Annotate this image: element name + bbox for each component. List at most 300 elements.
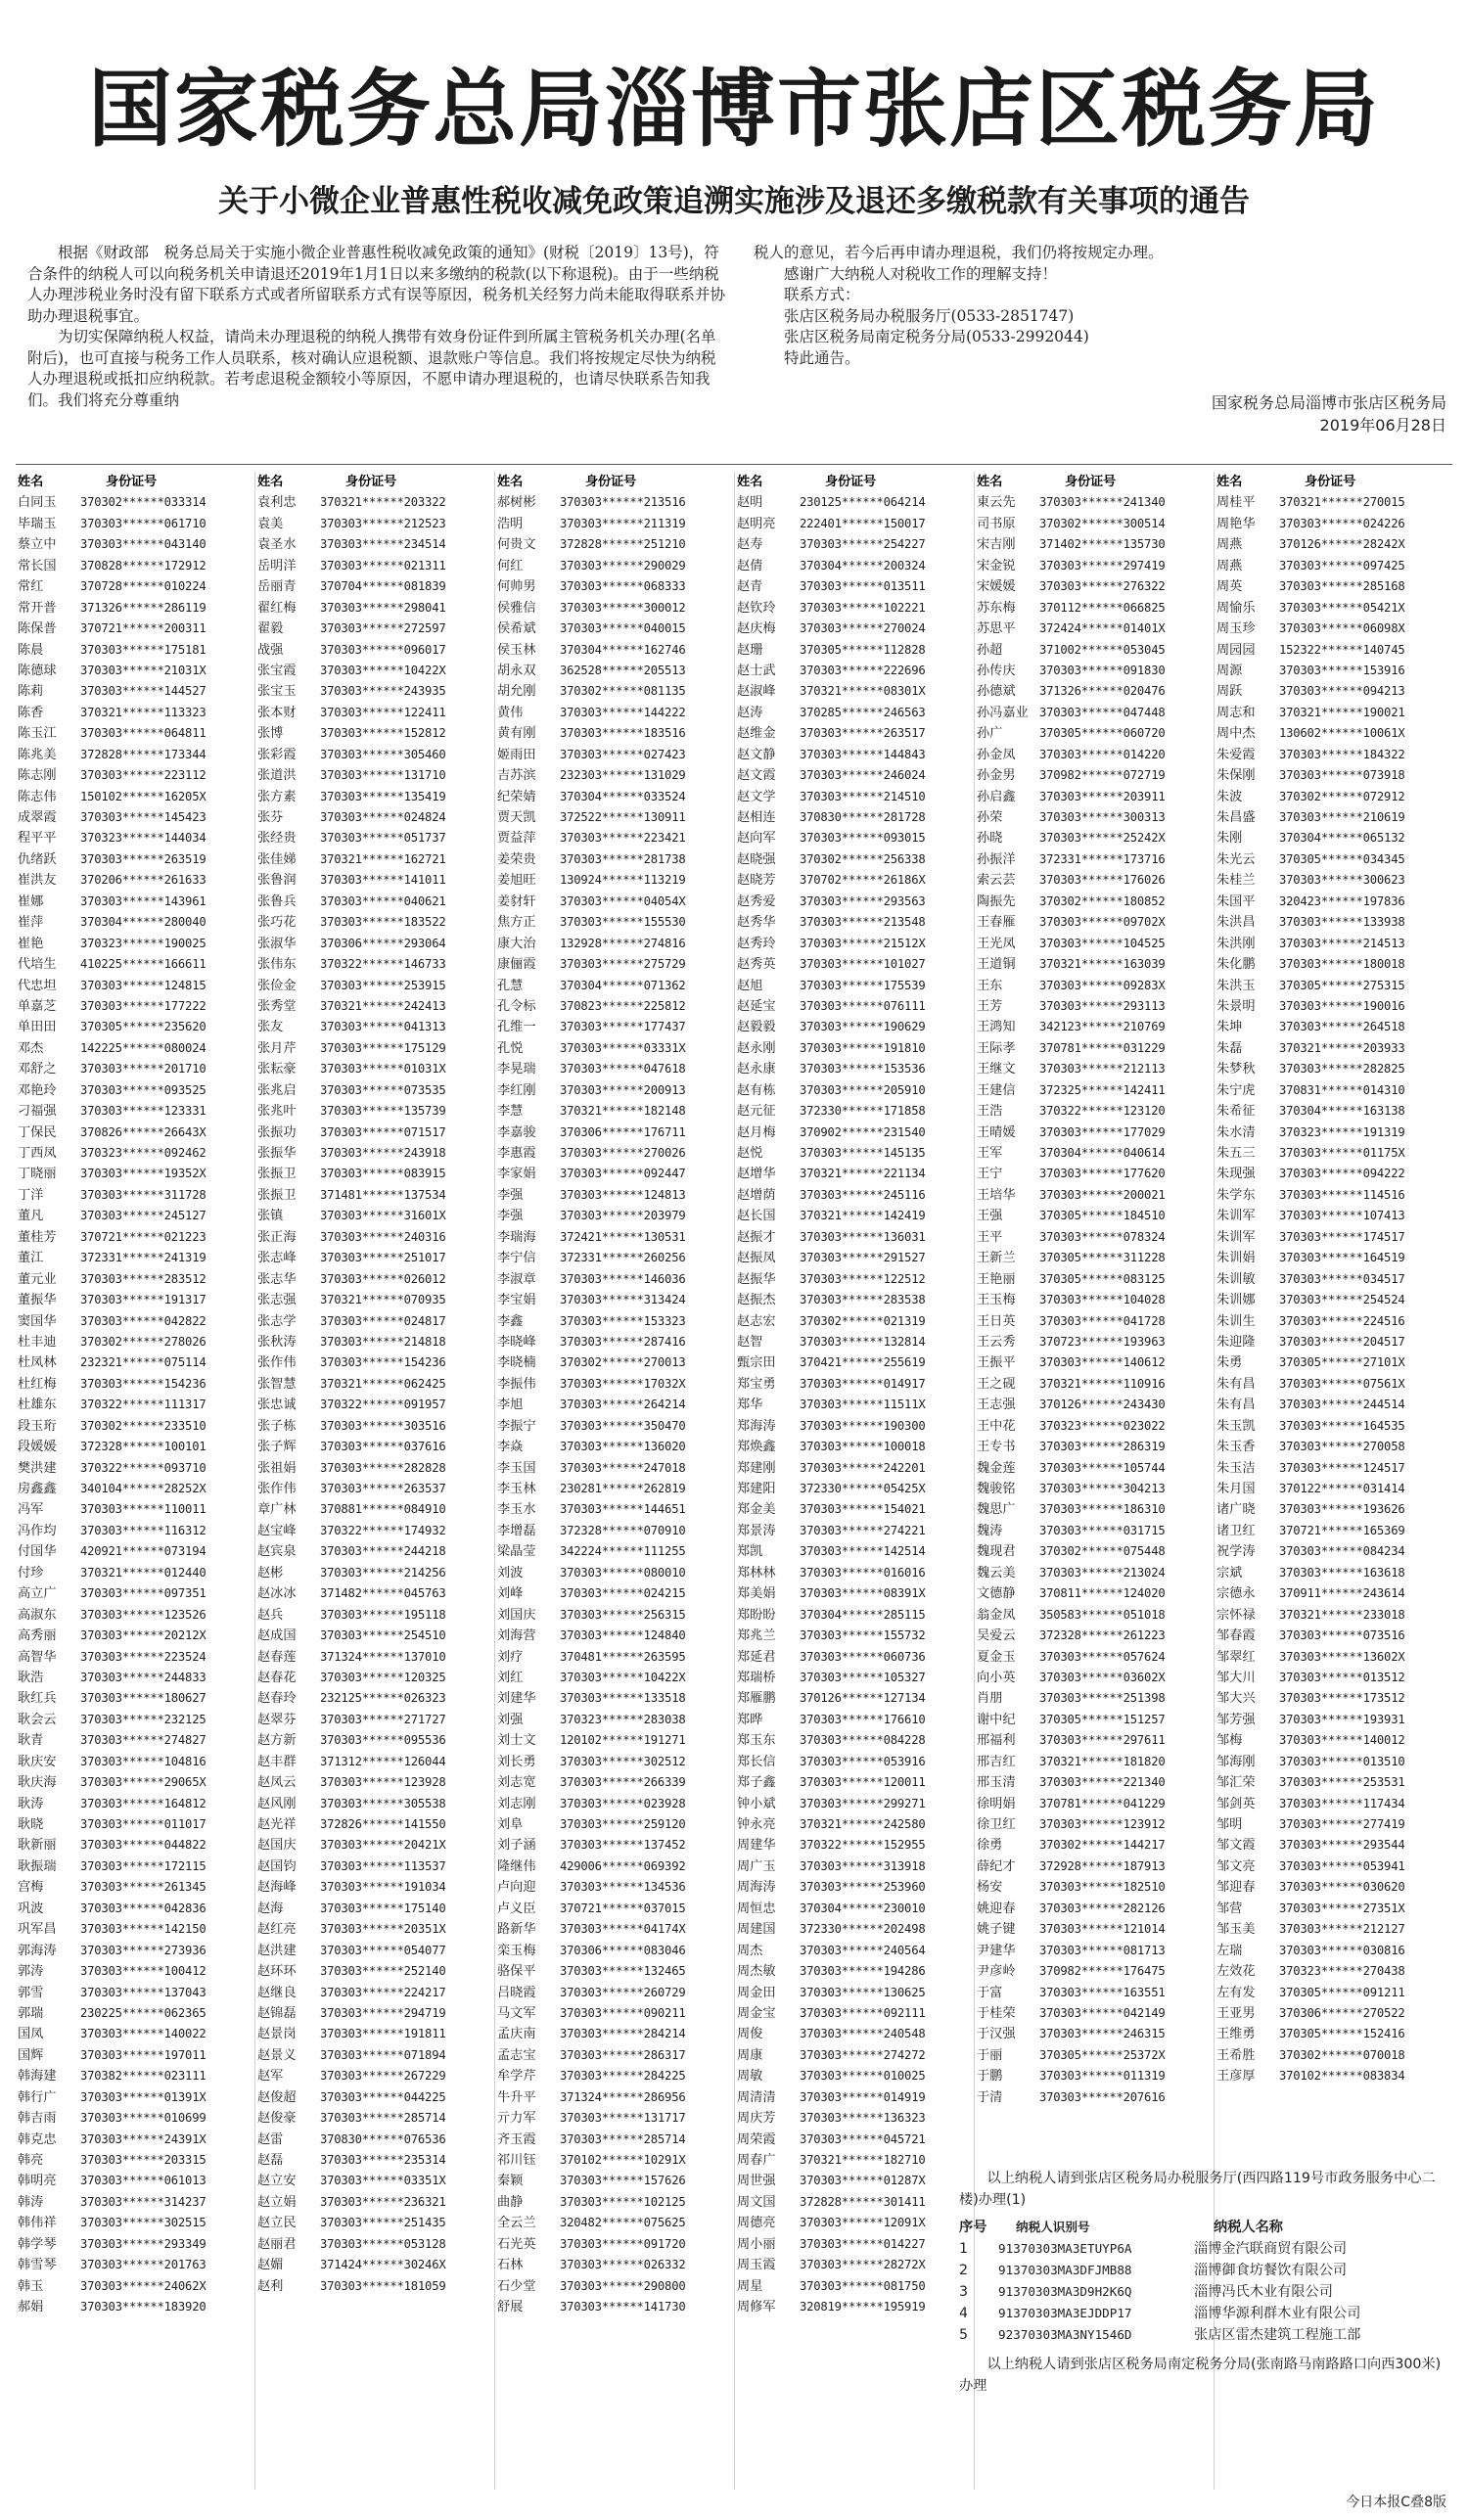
table-row [735, 619, 974, 639]
table-row [255, 870, 494, 891]
taxpayer-id: 370303******130625 [800, 1985, 926, 1999]
taxpayer-id: 370302******070018 [1279, 2047, 1405, 2062]
table-row [495, 576, 734, 597]
taxpayer-id: 370303******274221 [800, 1523, 926, 1537]
table-row [975, 1437, 1214, 1457]
taxpayer-id: 370303******254227 [800, 537, 926, 552]
table-row [735, 1206, 974, 1226]
taxpayer-name: 孔慧 [497, 978, 524, 993]
table-row [735, 1772, 974, 1793]
taxpayer-name: 郭涛 [18, 1964, 44, 1980]
taxpayer-name: 孙荣 [977, 810, 1003, 825]
table-row [975, 765, 1214, 786]
taxpayer-name: 孙晓 [977, 831, 1003, 847]
taxpayer-name: 岳明洋 [257, 558, 297, 573]
table-row [16, 1794, 254, 1814]
taxpayer-name: 赵志宏 [737, 1313, 776, 1329]
taxpayer-id: 342123******210769 [1039, 1020, 1166, 1034]
header-id: 身份证号 [585, 475, 636, 489]
taxpayer-id: 370303******223421 [560, 831, 686, 846]
taxpayer-id: 370303******181059 [320, 2278, 446, 2293]
taxpayer-id: 370303******274827 [80, 1733, 206, 1748]
table-row [735, 2003, 974, 2024]
taxpayer-name: 亓力军 [497, 2111, 536, 2127]
taxpayer-name: 周海涛 [737, 1880, 776, 1896]
table-row [16, 534, 254, 555]
table-row [735, 807, 974, 828]
taxpayer-name: 张作伟 [257, 1482, 297, 1496]
company-note-bottom: 以上纳税人请到张店区税务局南定税务分局(张南路马南路路口向西300米)办理 [959, 2357, 1442, 2394]
header-name: 姓名 [257, 475, 284, 489]
table-row [735, 681, 974, 702]
taxpayer-id: 370303******180018 [1279, 957, 1405, 972]
table-row [1215, 619, 1453, 639]
taxpayer-id: 372330******171858 [800, 1104, 926, 1119]
taxpayer-name: 蔡立中 [18, 537, 57, 553]
table-row [16, 1688, 254, 1709]
taxpayer-id: 370303******092111 [800, 2005, 926, 2020]
taxpayer-name: 郑凯 [737, 1544, 763, 1560]
table-row [495, 1983, 734, 2003]
taxpayer-name: 刘海营 [497, 1628, 536, 1644]
table-row [735, 1626, 974, 1646]
taxpayer-id: 370303******24391X [80, 2131, 206, 2146]
taxpayer-name: 朱希征 [1216, 1104, 1256, 1120]
taxpayer-id: 370303******183522 [320, 915, 446, 930]
taxpayer-id: 370303******101027 [800, 957, 926, 972]
taxpayer-id: 370303******273936 [80, 1943, 206, 1957]
taxpayer-id: 370421******255619 [800, 1355, 926, 1370]
table-row [975, 1605, 1214, 1626]
taxpayer-name: 李振宁 [497, 1418, 536, 1434]
taxpayer-name: 仇绪跃 [18, 851, 57, 867]
taxpayer-id: 370303******246024 [800, 768, 926, 783]
taxpayer-id: 370303******05421X [1279, 600, 1405, 615]
taxpayer-name: 赵海 [257, 1901, 284, 1916]
taxpayer-id: 370303******090211 [560, 2005, 686, 2020]
table-row [735, 1458, 974, 1479]
taxpayer-id: 370303******104525 [1039, 936, 1166, 950]
taxpayer-id: 370303******154236 [320, 1355, 446, 1370]
taxpayer-name: 耿庆海 [18, 1775, 57, 1791]
table-row [16, 1983, 254, 2003]
table-row [975, 1164, 1214, 1184]
taxpayer-name: 吴爱云 [977, 1628, 1016, 1644]
table-row [975, 1017, 1214, 1037]
table-row [1215, 1626, 1453, 1646]
taxpayer-name: 赵春玲 [257, 1691, 297, 1707]
taxpayer-name: 孙广 [977, 726, 1003, 742]
taxpayer-id: 370303******204517 [1279, 1334, 1405, 1349]
taxpayer-name: 祝学涛 [1216, 1544, 1256, 1560]
taxpayer-name: 周燕 [1216, 537, 1243, 553]
taxpayer-name: 张志峰 [257, 1251, 297, 1266]
table-row [495, 870, 734, 891]
taxpayer-name: 王强 [977, 1209, 1003, 1224]
taxpayer-name: 赵成国 [257, 1628, 297, 1644]
table-row [16, 807, 254, 828]
taxpayer-id: 370303******140012 [1279, 1733, 1405, 1748]
taxpayer-name: 李强 [497, 1187, 524, 1203]
table-row [975, 1583, 1214, 1604]
taxpayer-id: 370306******270522 [1279, 2005, 1405, 2020]
taxpayer-id: 370303******081713 [1039, 1943, 1166, 1957]
table-row [495, 2087, 734, 2108]
taxpayer-id: 370304******065132 [1279, 831, 1405, 846]
table-row [16, 1374, 254, 1395]
taxpayer-name: 郑雁鹏 [737, 1691, 776, 1707]
taxpayer-id: 370303******145423 [80, 810, 206, 824]
taxpayer-id: 370302******278026 [80, 1334, 206, 1349]
taxpayer-id: 370303******021311 [320, 558, 446, 573]
taxpayer-id: 372522******130911 [560, 810, 686, 824]
taxpayer-id: 370206******261633 [80, 873, 206, 888]
taxpayer-id: 370303******214510 [800, 789, 926, 803]
taxpayer-id: 371326******286119 [80, 600, 206, 615]
taxpayer-id: 370303******013510 [1279, 1754, 1405, 1768]
taxpayer-id: 370322******093710 [80, 1460, 206, 1475]
table-row [255, 1059, 494, 1079]
taxpayer-id: 372331******241319 [80, 1251, 206, 1265]
taxpayer-id: 370303******155732 [800, 1628, 926, 1643]
taxpayer-name: 张俭金 [257, 978, 297, 993]
signature [1212, 391, 1446, 436]
taxpayer-id: 370303******21031X [80, 663, 206, 677]
table-row [495, 1730, 734, 1751]
table-row [255, 1080, 494, 1101]
taxpayer-name: 朱现强 [1216, 1167, 1256, 1182]
table-row [16, 640, 254, 661]
table-row [975, 934, 1214, 954]
taxpayer-name: 郑建阳 [737, 1482, 776, 1496]
taxpayer-name: 国辉 [18, 2047, 44, 2063]
taxpayer-id: 370303******122512 [800, 1271, 926, 1286]
notice-line: 感谢广大纳税人对税收工作的理解支持！ [784, 264, 1058, 283]
table-row [735, 1479, 974, 1499]
taxpayer-name: 赵旭 [737, 978, 763, 993]
taxpayer-name: 王际孝 [977, 1040, 1016, 1056]
table-row [735, 1038, 974, 1059]
taxpayer-id: 370321******142419 [800, 1209, 926, 1223]
taxpayer-id: 370303******194286 [800, 1964, 926, 1979]
taxpayer-name: 王芳 [977, 998, 1003, 1014]
taxpayer-id: 370303******137043 [80, 1985, 206, 1999]
taxpayer-id: 370303******094222 [1279, 1167, 1405, 1181]
taxpayer-name: 骆保平 [497, 1964, 536, 1980]
table-row [255, 954, 494, 975]
taxpayer-id: 370303******104816 [80, 1754, 206, 1768]
taxpayer-id: 370303******195118 [320, 1607, 446, 1622]
taxpayer-name: 郑长信 [737, 1754, 776, 1769]
table-row [16, 2192, 254, 2213]
taxpayer-id: 370303******244514 [1279, 1397, 1405, 1412]
taxpayer-name: 朱月国 [1216, 1482, 1256, 1496]
table-row [495, 2276, 734, 2297]
taxpayer-id: 370303******024226 [1279, 516, 1405, 530]
table-row [255, 976, 494, 996]
table-row [16, 681, 254, 702]
company-row [959, 2281, 1448, 2303]
taxpayer-name: 翁金凤 [977, 1607, 1016, 1623]
taxpayer-name: 邓舒之 [18, 1062, 57, 1077]
taxpayer-id: 370303******240564 [800, 1943, 926, 1957]
header-name: 姓名 [1216, 475, 1243, 489]
taxpayer-id: 370303******145135 [800, 1146, 926, 1160]
table-row [1215, 1961, 1453, 1982]
taxpayer-name: 邹春霞 [1216, 1628, 1256, 1644]
taxpayer-name: 秦颖 [497, 2174, 524, 2189]
taxpayer-name: 张耘豪 [257, 1062, 297, 1077]
taxpayer-id: 370303******100018 [800, 1440, 926, 1454]
taxpayer-id: 370303******304213 [1039, 1482, 1166, 1495]
table-row [16, 1961, 254, 1982]
company-name: 淄博冯氏木业有限公司 [1194, 2284, 1333, 2300]
table-row [255, 2150, 494, 2171]
taxpayer-name: 文德静 [977, 1586, 1016, 1602]
taxpayer-name: 韩吉雨 [18, 2111, 57, 2127]
taxpayer-name: 张镇 [257, 1209, 284, 1224]
column-header [735, 472, 974, 492]
taxpayer-id: 370303******234514 [320, 537, 446, 552]
table-row [1215, 765, 1453, 786]
taxpayer-name: 周园园 [1216, 642, 1256, 658]
taxpayer-id: 370102******10291X [560, 2153, 686, 2167]
taxpayer-name: 韩海建 [18, 2069, 57, 2085]
table-row [735, 765, 974, 786]
taxpayer-name: 崔萍 [18, 915, 44, 931]
table-row [735, 787, 974, 807]
table-row [495, 1123, 734, 1143]
taxpayer-name: 朱化鹏 [1216, 957, 1256, 973]
taxpayer-name: 巩波 [18, 1901, 44, 1916]
taxpayer-name: 曲静 [497, 2194, 524, 2210]
table-row [16, 1583, 254, 1604]
table-row [1215, 1038, 1453, 1059]
taxpayer-id: 370823******225812 [560, 998, 686, 1013]
taxpayer-id: 370303******094213 [1279, 684, 1405, 699]
table-row [1215, 1710, 1453, 1730]
table-row [495, 681, 734, 702]
taxpayer-id: 370285******246563 [800, 705, 926, 719]
taxpayer-name: 张正海 [257, 1229, 297, 1245]
notice-line: 税人的意见，若今后再申请办理退税，我们仍将按规定办理。 [754, 244, 1164, 261]
taxpayer-name: 朱玉香 [1216, 1440, 1256, 1455]
table-row [255, 1710, 494, 1730]
taxpayer-name: 赵春莲 [257, 1649, 297, 1665]
taxpayer-name: 付国华 [18, 1544, 57, 1560]
taxpayer-name: 宋金锐 [977, 558, 1016, 573]
column-header [975, 472, 1214, 492]
table-row [16, 1164, 254, 1184]
taxpayer-id: 130602******10061X [1279, 726, 1405, 741]
table-row [1215, 1017, 1453, 1037]
taxpayer-id: 370302******144217 [1039, 1838, 1166, 1853]
table-row [16, 1206, 254, 1226]
table-row [16, 661, 254, 681]
table-row [1215, 1794, 1453, 1814]
table-row [495, 1688, 734, 1709]
taxpayer-name: 姚子键 [977, 1922, 1016, 1938]
table-row [975, 1038, 1214, 1059]
taxpayer-name: 杜凤林 [18, 1355, 57, 1371]
taxpayer-name: 周跃 [1216, 684, 1243, 700]
taxpayer-id: 372421******130531 [560, 1229, 686, 1244]
taxpayer-name: 刘波 [497, 1565, 524, 1581]
taxpayer-name: 王亚男 [1216, 2005, 1256, 2021]
taxpayer-name: 成翠霞 [18, 810, 57, 825]
taxpayer-name: 周燕 [1216, 558, 1243, 573]
table-row [16, 1499, 254, 1520]
table-row [975, 576, 1214, 597]
company-row [959, 2324, 1448, 2346]
table-row [16, 2276, 254, 2297]
table-row [735, 576, 974, 597]
taxpayer-name: 周桂平 [1216, 495, 1256, 511]
table-row [975, 1899, 1214, 1919]
taxpayer-name: 朱光云 [1216, 851, 1256, 867]
taxpayer-name: 耿晓 [18, 1817, 44, 1832]
table-row [16, 1395, 254, 1415]
company-no: 4 [959, 2306, 969, 2321]
table-row [1215, 1311, 1453, 1332]
taxpayer-id: 370303******041313 [320, 1020, 446, 1034]
taxpayer-id: 370303******120011 [800, 1775, 926, 1790]
taxpayer-name: 王维勇 [1216, 2027, 1256, 2042]
taxpayer-name: 赵振杰 [737, 1293, 776, 1308]
table-row [255, 1668, 494, 1688]
table-row [975, 723, 1214, 744]
table-row [495, 1710, 734, 1730]
taxpayer-id: 370303******176026 [1039, 873, 1166, 888]
table-row [16, 1856, 254, 1877]
taxpayer-id: 370303******272597 [320, 621, 446, 636]
taxpayer-id: 370303******144527 [80, 684, 206, 699]
table-row [735, 1856, 974, 1877]
table-row [975, 1961, 1214, 1982]
table-row [16, 2297, 254, 2317]
taxpayer-name: 张志强 [257, 1293, 297, 1308]
taxpayer-id: 370303******260729 [560, 1985, 686, 1999]
taxpayer-id: 372331******260256 [560, 1251, 686, 1265]
taxpayer-id: 370982******072719 [1039, 768, 1166, 783]
table-row [495, 1269, 734, 1290]
table-row [255, 619, 494, 639]
table-row [495, 1374, 734, 1395]
taxpayer-name: 袁利忠 [257, 495, 297, 511]
taxpayer-name: 张友 [257, 1020, 284, 1035]
table-row [255, 1877, 494, 1898]
table-row [735, 1688, 974, 1709]
company-name: 淄博华源利群木业有限公司 [1194, 2306, 1361, 2321]
table-row [735, 934, 974, 954]
table-row [1215, 1668, 1453, 1688]
column-header [1215, 472, 1453, 492]
taxpayer-name: 张宝霞 [257, 663, 297, 678]
table-row [255, 1856, 494, 1877]
taxpayer-name: 周中杰 [1216, 726, 1256, 742]
taxpayer-name: 赵智 [737, 1334, 763, 1350]
taxpayer-name: 赵凤云 [257, 1775, 297, 1791]
taxpayer-column [255, 472, 494, 2490]
taxpayer-id: 232303******131029 [560, 768, 686, 783]
contact-label: 联系方式： [784, 286, 860, 303]
table-row [255, 2024, 494, 2044]
taxpayer-name: 岳丽青 [257, 579, 297, 595]
table-row [495, 1835, 734, 1856]
table-row [975, 1710, 1214, 1730]
table-row [735, 1395, 974, 1415]
table-row [495, 2003, 734, 2024]
table-row [735, 492, 974, 513]
taxpayer-id: 371002******053045 [1039, 642, 1166, 657]
taxpayer-id: 370321******242413 [320, 998, 446, 1013]
column-header [16, 472, 254, 492]
taxpayer-id: 370303******245127 [80, 1209, 206, 1223]
taxpayer-name: 宗斌 [1216, 1565, 1243, 1581]
table-row [975, 1668, 1214, 1688]
table-row [975, 1458, 1214, 1479]
taxpayer-name: 朱训敏 [1216, 1271, 1256, 1287]
taxpayer-name: 朱景明 [1216, 998, 1256, 1014]
taxpayer-name: 向小英 [977, 1670, 1016, 1685]
company-table [959, 2217, 1448, 2346]
taxpayer-name: 石光英 [497, 2236, 536, 2252]
taxpayer-id: 370303******073535 [320, 1082, 446, 1097]
taxpayer-name: 邹文亮 [1216, 1858, 1256, 1874]
taxpayer-name: 张淑华 [257, 936, 297, 951]
table-row [255, 2234, 494, 2255]
taxpayer-name: 何红 [497, 558, 524, 573]
taxpayer-id: 370704******081839 [320, 579, 446, 594]
taxpayer-name: 张子栋 [257, 1418, 297, 1434]
taxpayer-id: 370303******014917 [800, 1376, 926, 1391]
taxpayer-id: 370302******180852 [1039, 893, 1166, 908]
taxpayer-id: 370303******078324 [1039, 1229, 1166, 1244]
table-row [255, 1038, 494, 1059]
taxpayer-id: 370303******064811 [80, 726, 206, 741]
taxpayer-name: 王平 [977, 1229, 1003, 1245]
taxpayer-id: 342224******111255 [560, 1544, 686, 1559]
taxpayer-id: 370303******121014 [1039, 1922, 1166, 1937]
table-row [975, 954, 1214, 975]
table-row [16, 492, 254, 513]
taxpayer-id: 370303******254510 [320, 1628, 446, 1643]
taxpayer-name: 邢吉红 [977, 1754, 1016, 1769]
taxpayer-id: 370303******107413 [1279, 1209, 1405, 1223]
taxpayer-id: 230225******062365 [80, 2005, 206, 2020]
taxpayer-name: 赵文霞 [737, 768, 776, 784]
table-row [1215, 661, 1453, 681]
taxpayer-id: 370323******270438 [1279, 1964, 1405, 1979]
taxpayer-name: 赵兵 [257, 1607, 284, 1623]
table-row [16, 2130, 254, 2150]
taxpayer-name: 赵振凤 [737, 1251, 776, 1266]
table-row [16, 1143, 254, 1164]
taxpayer-name: 周德亮 [737, 2216, 776, 2231]
taxpayer-name: 赵冰冰 [257, 1586, 297, 1602]
taxpayer-name: 朱爱霞 [1216, 747, 1256, 762]
taxpayer-id: 370982******176475 [1039, 1964, 1166, 1979]
table-row [495, 1352, 734, 1373]
taxpayer-id: 370303******023928 [560, 1796, 686, 1810]
taxpayer-name: 徐明娟 [977, 1796, 1016, 1811]
taxpayer-name: 纪荣婧 [497, 789, 536, 804]
taxpayer-id: 370303******177620 [1039, 1167, 1166, 1181]
taxpayer-name: 卢向迎 [497, 1880, 536, 1896]
taxpayer-name: 朱洪昌 [1216, 915, 1256, 931]
taxpayer-name: 赵红亮 [257, 1922, 297, 1938]
table-row [16, 1752, 254, 1772]
